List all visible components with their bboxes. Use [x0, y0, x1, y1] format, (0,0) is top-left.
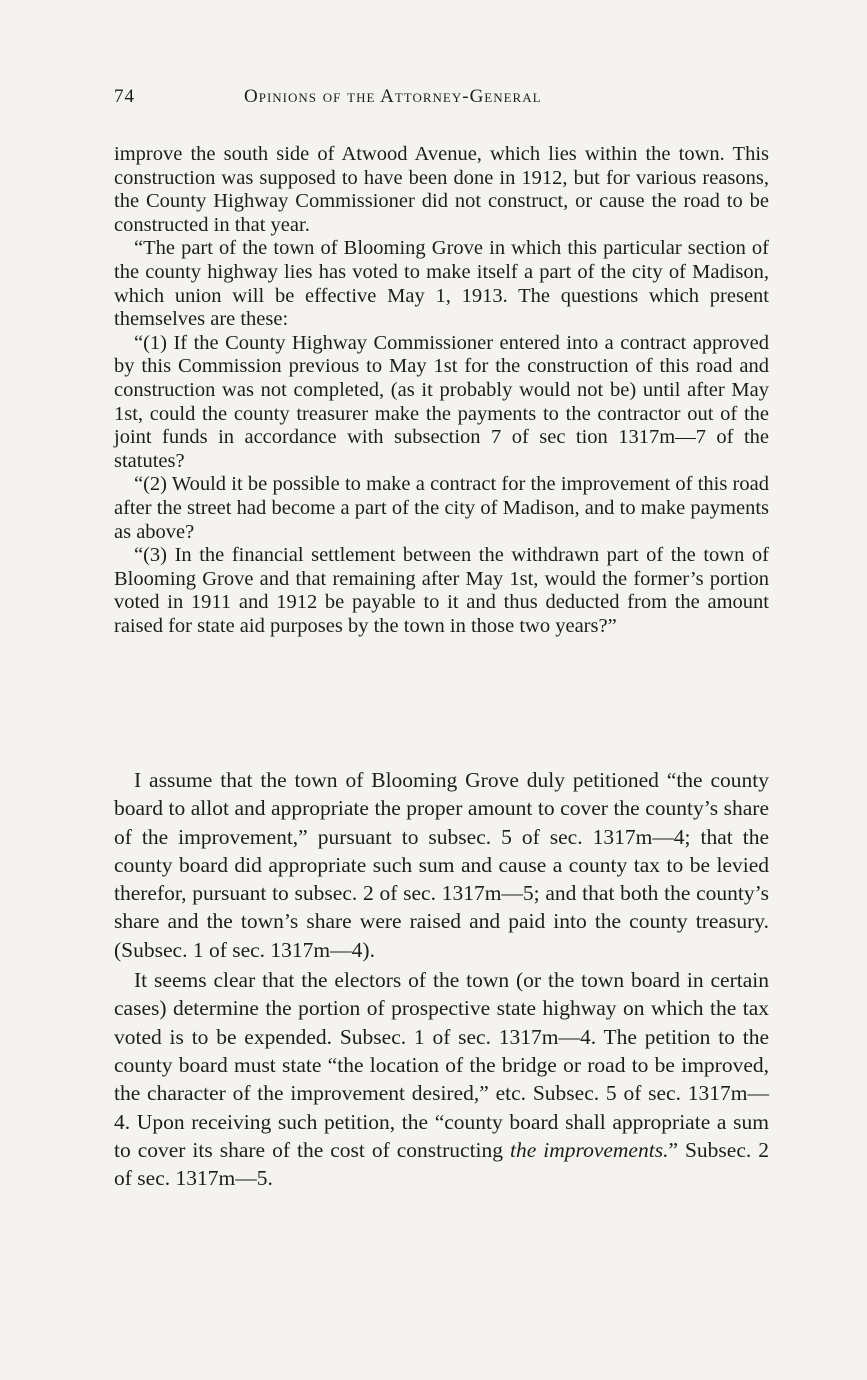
- opinion-paragraph-2: [114, 966, 769, 1192]
- page-number: 74: [114, 86, 135, 107]
- quote-paragraph-2: “The part of the town of Blooming Grove in which this particular section of the county highway lies has voted to make itself a part of the city of Madison, which union will be effective May 1, 1913. The questions which present themselves are these:: [114, 237, 769, 331]
- quote-question-2: “(2) Would it be possible to make a contract for the improvement of this road after the street had become a part of the city of Madison, and to make payments as above?: [114, 473, 769, 543]
- running-title: Opinions of the Attorney-General: [244, 86, 542, 107]
- opinion-paragraph-2-tail: ” Subsec. 2 of sec. 1317m—5.: [114, 1137, 769, 1191]
- running-header: [114, 86, 774, 116]
- opinion-body: [114, 766, 769, 1192]
- opinion-paragraph-1: I assume that the town of Blooming Grove duly petitioned “the county board to allot and appropriate the proper amount to cover the county’s share of the improvement,” pursuant to subsec. 5 of sec. 1317m—4; that the county board did appropriate such sum and cause a county tax to be levied therefor, pursuant to subsec. 2 of sec. 1317m—5; and that both the county’s share and the town’s share were raised and paid into the county treasury. (Subsec. 1 of sec. 1317m—4).: [114, 768, 769, 962]
- quote-question-1: “(1) If the County Highway Commissioner entered into a contract approved by this Commission previous to May 1st for the construction of this road and construction was not completed, (as it probably would not be) until after May 1st, could the county treasurer make the payments to the contractor out of the joint funds in accordance with subsection 7 of sec tion 1317m—7 of the statutes?: [114, 331, 769, 472]
- italic-phrase: the improvements.: [510, 1137, 669, 1162]
- quote-paragraph-1: improve the south side of Atwood Avenue, which lies within the town. This construction was supposed to have been done in 1912, but for various reasons, the County Highway Commissioner did not construct, or cause the road to be constructed in that year.: [114, 143, 769, 236]
- opinion-paragraph-2-text: It seems clear that the electors of the town (or the town board in certain cases) determine the portion of prospective state highway on which the tax voted is to be expended. Subsec. 1 of sec. 1317m—4. The petition to the county board must state “the location of the bridge or road to be improved, the character of the improvement desired,” etc. Subsec. 5 of sec. 1317m—4. Upon receiving such petition, the “county board shall appropriate a sum to cover its share of the cost of constructing: [114, 968, 769, 1162]
- quoted-letter: [114, 143, 769, 638]
- quote-question-3: “(3) In the financial settlement between the withdrawn part of the town of Blooming Grove and that remaining after May 1st, would the former’s portion voted in 1911 and 1912 be payable to it and thus deducted from the amount raised for state aid purposes by the town in those two years?”: [114, 544, 769, 637]
